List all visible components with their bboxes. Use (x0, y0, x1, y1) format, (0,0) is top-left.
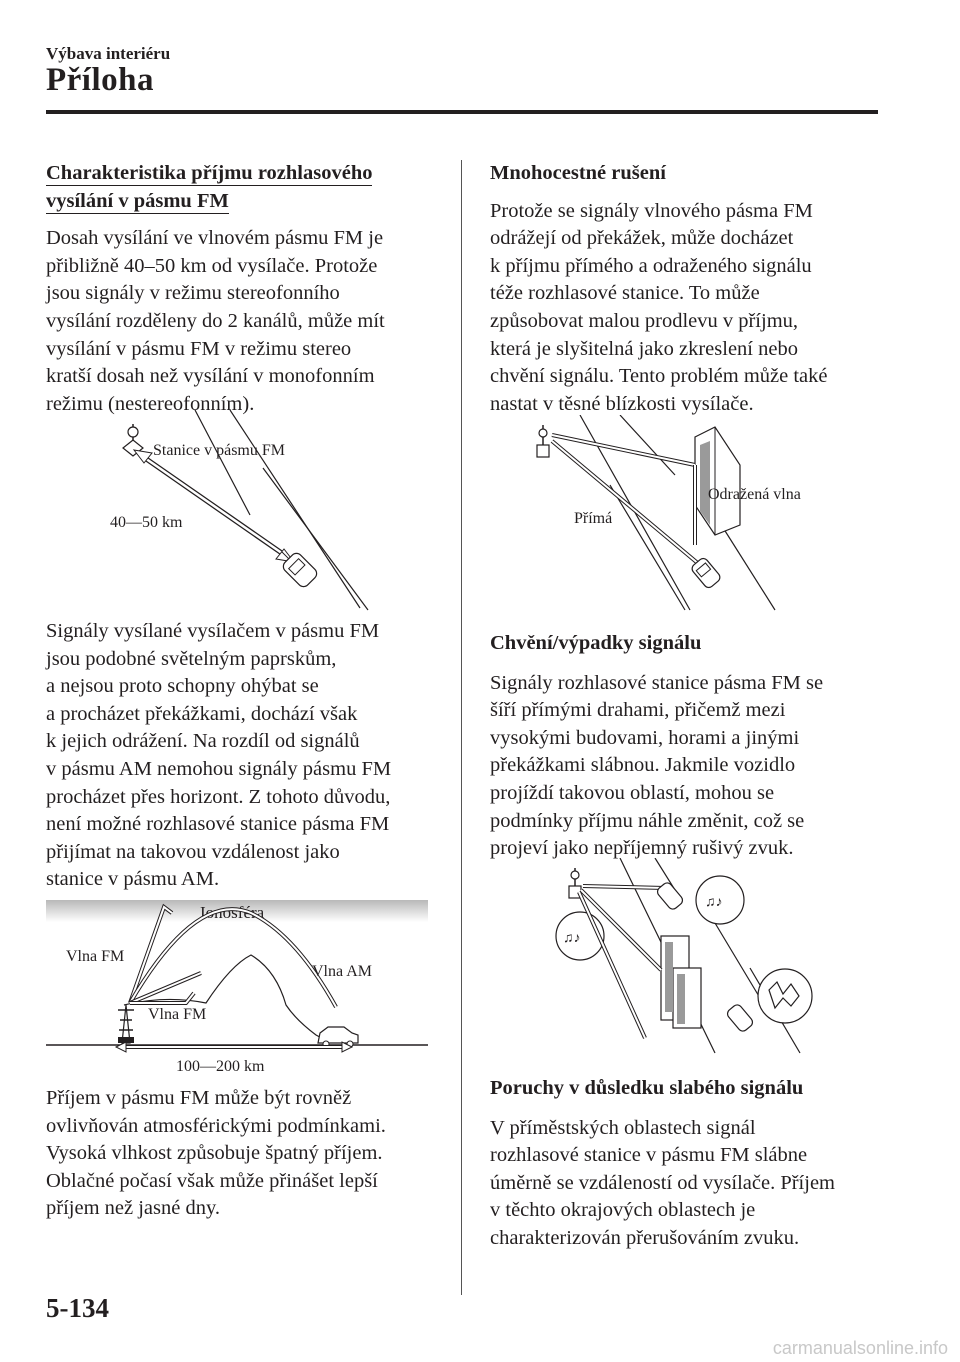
radio-mast-icon (118, 1005, 134, 1043)
distance-label-40-50: 40—50 km (110, 514, 183, 531)
double-arrow-icon (134, 450, 294, 562)
car-side-icon (318, 1027, 358, 1047)
fm-wave-label-bottom: Vlna FM (148, 1006, 207, 1023)
heading-weak-signal: Poruchy v důsledku slabého signálu (490, 1077, 804, 1099)
right-column-weak-signal (490, 1075, 880, 1253)
heading-multipath: Mnohocestné rušení (490, 162, 666, 184)
diagram-fm-range (100, 410, 440, 615)
am-wave-label: Vlna AM (312, 963, 372, 980)
distance-arrow-icon (116, 1042, 352, 1052)
left-column-intro (46, 160, 436, 418)
distance-label-100-200: 100—200 km (176, 1058, 265, 1075)
svg-text:♫♪: ♫♪ (563, 931, 581, 946)
car-icon-4 (726, 1003, 755, 1033)
page-number: 5-134 (46, 1293, 109, 1323)
section-label: Výbava interiéru (46, 44, 171, 63)
right-column-multipath (490, 160, 880, 418)
fm-tower-icon-2 (537, 425, 549, 457)
paragraph-fm-propagation: Signály vysílané vysílačem v pásmu FM jsou podobné světelným paprskům, a nejsou proto schopny ohýbat se a procházet překážkami, dochází však k jejich odrážení. Na rozdíl od signálů v pásmu AM nemohou signály pásmu FM procházet přes horizont. Z tohoto důvodu, není možné rozhlasové stanice pásma FM přijímat na takovou vzdálenost jako stanice v pásmu AM. (46, 620, 392, 891)
column-divider (461, 160, 462, 1295)
paragraph-atmospheric: Příjem v pásmu FM může být rovněž ovlivňován atmosférickými podmínkami. Vysoká vlhkost způsobuje špatný příjem. Oblačné počasí však může přinášet lepší příjem než jasné dny. (46, 1087, 386, 1220)
heading-line-2: vysílání v pásmu FM (46, 189, 229, 212)
paragraph-fm-range: Dosah vysílání ve vlnovém pásmu FM je přibližně 40–50 km od vysílače. Protože jsou signály v režimu stereofonního vysílání rozděleny do 2 kanálů, může mít vysílání v pásmu FM v režimu stereo kratší dosah než vysílání v monofonním režimu (nestereofonním). (46, 227, 385, 415)
heading-flutter: Chvění/výpadky signálu (490, 632, 702, 654)
fm-wave-label-top: Vlna FM (66, 948, 125, 965)
heading-line-1: Charakteristika příjmu rozhlasového (46, 162, 373, 184)
paragraph-multipath: Protože se signály vlnového pásma FM odrážejí od překážek, může docházet k příjmu přímého a odraženého signálu téže rozhlasové stanice. To může způsobovat malou prodlevu v příjmu, která je slyšitelná jako zkreslení nebo chvění signálu. Tento problém může také nastat v těsné blízkosti vysílače. (490, 199, 828, 415)
noise-bubble-icon-right (758, 969, 812, 1023)
noise-bubble-icon-top (696, 876, 744, 924)
diagram-flutter (545, 858, 845, 1058)
left-column-middle (46, 618, 436, 894)
svg-text:♫♪: ♫♪ (705, 895, 723, 910)
building-icon-2 (661, 936, 701, 1028)
title-divider (46, 110, 878, 114)
right-column-flutter (490, 630, 880, 863)
paragraph-weak-signal: V příměstských oblastech signál rozhlasové stanice v pásmu FM slábne úměrně se vzdáleností od vysílače. Příjem v těchto okrajových oblastech je charakterizován přerušováním zvuku. (490, 1116, 835, 1249)
left-column-bottom (46, 1085, 436, 1223)
ionosphere-label: Ionosféra (200, 903, 265, 922)
building-icon (695, 427, 740, 535)
car-icon-3 (656, 881, 685, 911)
heading-fm-reception (46, 160, 436, 215)
diagram-ionosphere (46, 895, 431, 1075)
direct-wave-label: Přímá (574, 510, 613, 527)
paragraph-flutter: Signály rozhlasové stanice pásma FM se šíří přímými drahami, přičemž mezi vysokými budovami, horami a jinými překážkami slábnou. Jakmile vozidlo projíždí takovou oblastí, mohou se podmínky příjmu náhle změnit, což se projeví jako nepříjemný rušivý zvuk. (490, 671, 824, 860)
diagram-multipath (520, 415, 850, 615)
watermark: carmanualsonline.info (772, 1338, 948, 1358)
reflected-wave-label: Odražená vlna (708, 486, 801, 503)
mountain-outline (124, 955, 331, 1043)
fm-station-label: Stanice v pásmu FM (153, 442, 285, 459)
page-title: Příloha (46, 62, 154, 98)
